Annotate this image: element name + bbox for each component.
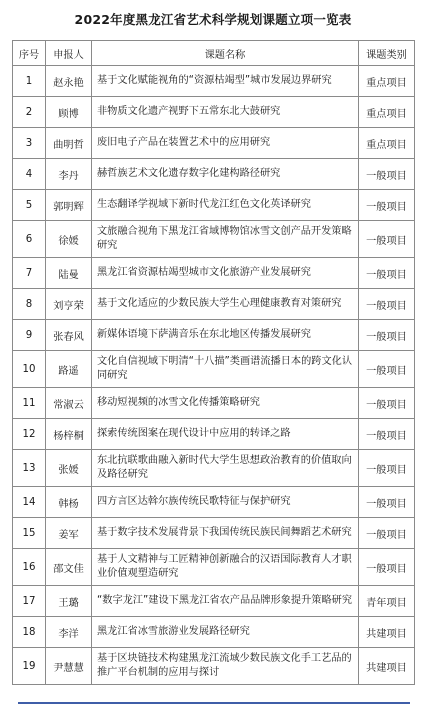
- table-row: [13, 159, 415, 190]
- row-applicant: 赵永艳: [46, 66, 92, 97]
- row-number: 1: [13, 66, 46, 97]
- row-category: 一般项目: [359, 159, 415, 190]
- row-applicant: 徐媛: [46, 221, 92, 258]
- row-category: 一般项目: [359, 190, 415, 221]
- table-row: [13, 351, 415, 388]
- row-category: 一般项目: [359, 221, 415, 258]
- row-applicant: 顾博: [46, 97, 92, 128]
- table-row: [13, 320, 415, 351]
- row-category: 共建项目: [359, 648, 415, 685]
- table-row: [13, 66, 415, 97]
- row-number: 17: [13, 586, 46, 617]
- row-number: 11: [13, 388, 46, 419]
- table-header-row: [13, 41, 415, 66]
- row-topic: 赫哲族艺术文化遗存数字化建构路径研究: [92, 159, 359, 190]
- row-topic: 基于文化适应的少数民族大学生心理健康教育对策研究: [92, 289, 359, 320]
- table-row: [13, 450, 415, 487]
- row-applicant: 李丹: [46, 159, 92, 190]
- table-row: [13, 289, 415, 320]
- row-number: 4: [13, 159, 46, 190]
- row-number: 19: [13, 648, 46, 685]
- row-topic: 文化自信视域下明清“十八描”类画谱流播日本的跨文化认同研究: [92, 351, 359, 388]
- row-applicant: 张媛: [46, 450, 92, 487]
- row-category: 一般项目: [359, 289, 415, 320]
- row-number: 5: [13, 190, 46, 221]
- row-topic: “数字龙江”建设下黑龙江省农产品品牌形象提升策略研究: [92, 586, 359, 617]
- row-topic: 东北抗联歌曲融入新时代大学生思想政治教育的价值取向及路径研究: [92, 450, 359, 487]
- table-row: [13, 128, 415, 159]
- row-number: 6: [13, 221, 46, 258]
- row-category: 重点项目: [359, 97, 415, 128]
- row-applicant: 陆曼: [46, 258, 92, 289]
- row-applicant: 杨梓桐: [46, 419, 92, 450]
- header-applicant: 申报人: [46, 41, 92, 66]
- header-number: 序号: [13, 41, 46, 66]
- table-row: [13, 388, 415, 419]
- row-category: 重点项目: [359, 128, 415, 159]
- row-number: 10: [13, 351, 46, 388]
- row-number: 2: [13, 97, 46, 128]
- table-row: [13, 97, 415, 128]
- row-topic: 非物质文化遗产视野下五常东北大鼓研究: [92, 97, 359, 128]
- row-topic: 废旧电子产品在装置艺术中的应用研究: [92, 128, 359, 159]
- row-category: 一般项目: [359, 351, 415, 388]
- table-row: [13, 617, 415, 648]
- row-category: 一般项目: [359, 388, 415, 419]
- row-category: 一般项目: [359, 549, 415, 586]
- table-row: [13, 518, 415, 549]
- table-row: [13, 190, 415, 221]
- row-number: 3: [13, 128, 46, 159]
- row-topic: 文旅融合视角下黑龙江省域博物馆冰雪文创产品开发策略研究: [92, 221, 359, 258]
- row-category: 一般项目: [359, 419, 415, 450]
- row-applicant: 姜军: [46, 518, 92, 549]
- row-topic: 黑龙江省冰雪旅游业发展路径研究: [92, 617, 359, 648]
- row-number: 15: [13, 518, 46, 549]
- table-row: [13, 221, 415, 258]
- row-topic: 基于数字技术发展背景下我国传统民族民间舞蹈艺术研究: [92, 518, 359, 549]
- row-topic: 四方言区达斡尔族传统民歌特征与保护研究: [92, 487, 359, 518]
- row-topic: 生态翻译学视域下新时代龙江红色文化英译研究: [92, 190, 359, 221]
- row-number: 18: [13, 617, 46, 648]
- row-number: 13: [13, 450, 46, 487]
- project-table: [12, 40, 415, 685]
- table-row: [13, 586, 415, 617]
- row-number: 16: [13, 549, 46, 586]
- row-applicant: 刘亨荣: [46, 289, 92, 320]
- row-topic: 黑龙江省资源枯竭型城市文化旅游产业发展研究: [92, 258, 359, 289]
- row-number: 9: [13, 320, 46, 351]
- row-applicant: 邵文佳: [46, 549, 92, 586]
- row-applicant: 李洋: [46, 617, 92, 648]
- table-row: [13, 648, 415, 685]
- row-number: 8: [13, 289, 46, 320]
- row-topic: 探索传统图案在现代设计中应用的转译之路: [92, 419, 359, 450]
- row-number: 7: [13, 258, 46, 289]
- row-number: 14: [13, 487, 46, 518]
- row-topic: 基于区块链技术构建黑龙江流域少数民族文化手工艺品的推广平台机制的应用与探讨: [92, 648, 359, 685]
- header-topic: 课题名称: [92, 41, 359, 66]
- row-applicant: 路遥: [46, 351, 92, 388]
- row-applicant: 尹慧慧: [46, 648, 92, 685]
- row-category: 一般项目: [359, 450, 415, 487]
- table-row: [13, 487, 415, 518]
- row-applicant: 张春风: [46, 320, 92, 351]
- page-title: 2022年度黑龙江省艺术科学规划课题立项一览表: [74, 12, 352, 27]
- header-category: 课题类别: [359, 41, 415, 66]
- table-row: [13, 549, 415, 586]
- row-number: 12: [13, 419, 46, 450]
- row-applicant: 常淑云: [46, 388, 92, 419]
- table-body: [13, 66, 415, 685]
- row-category: 一般项目: [359, 487, 415, 518]
- row-topic: 基于文化赋能视角的“资源枯竭型”城市发展边界研究: [92, 66, 359, 97]
- row-topic: 基于人文精神与工匠精神创新融合的汉语国际教育人才职业价值观塑造研究: [92, 549, 359, 586]
- row-applicant: 王璐: [46, 586, 92, 617]
- row-topic: 新媒体语境下萨满音乐在东北地区传播发展研究: [92, 320, 359, 351]
- row-applicant: 郭明辉: [46, 190, 92, 221]
- row-category: 一般项目: [359, 320, 415, 351]
- row-category: 共建项目: [359, 617, 415, 648]
- row-topic: 移动短视频的冰雪文化传播策略研究: [92, 388, 359, 419]
- table-row: [13, 258, 415, 289]
- row-category: 一般项目: [359, 258, 415, 289]
- row-applicant: 曲明哲: [46, 128, 92, 159]
- row-category: 一般项目: [359, 518, 415, 549]
- row-applicant: 韩杨: [46, 487, 92, 518]
- table-row: [13, 419, 415, 450]
- row-category: 青年项目: [359, 586, 415, 617]
- highlight-underline: [18, 702, 410, 704]
- row-category: 重点项目: [359, 66, 415, 97]
